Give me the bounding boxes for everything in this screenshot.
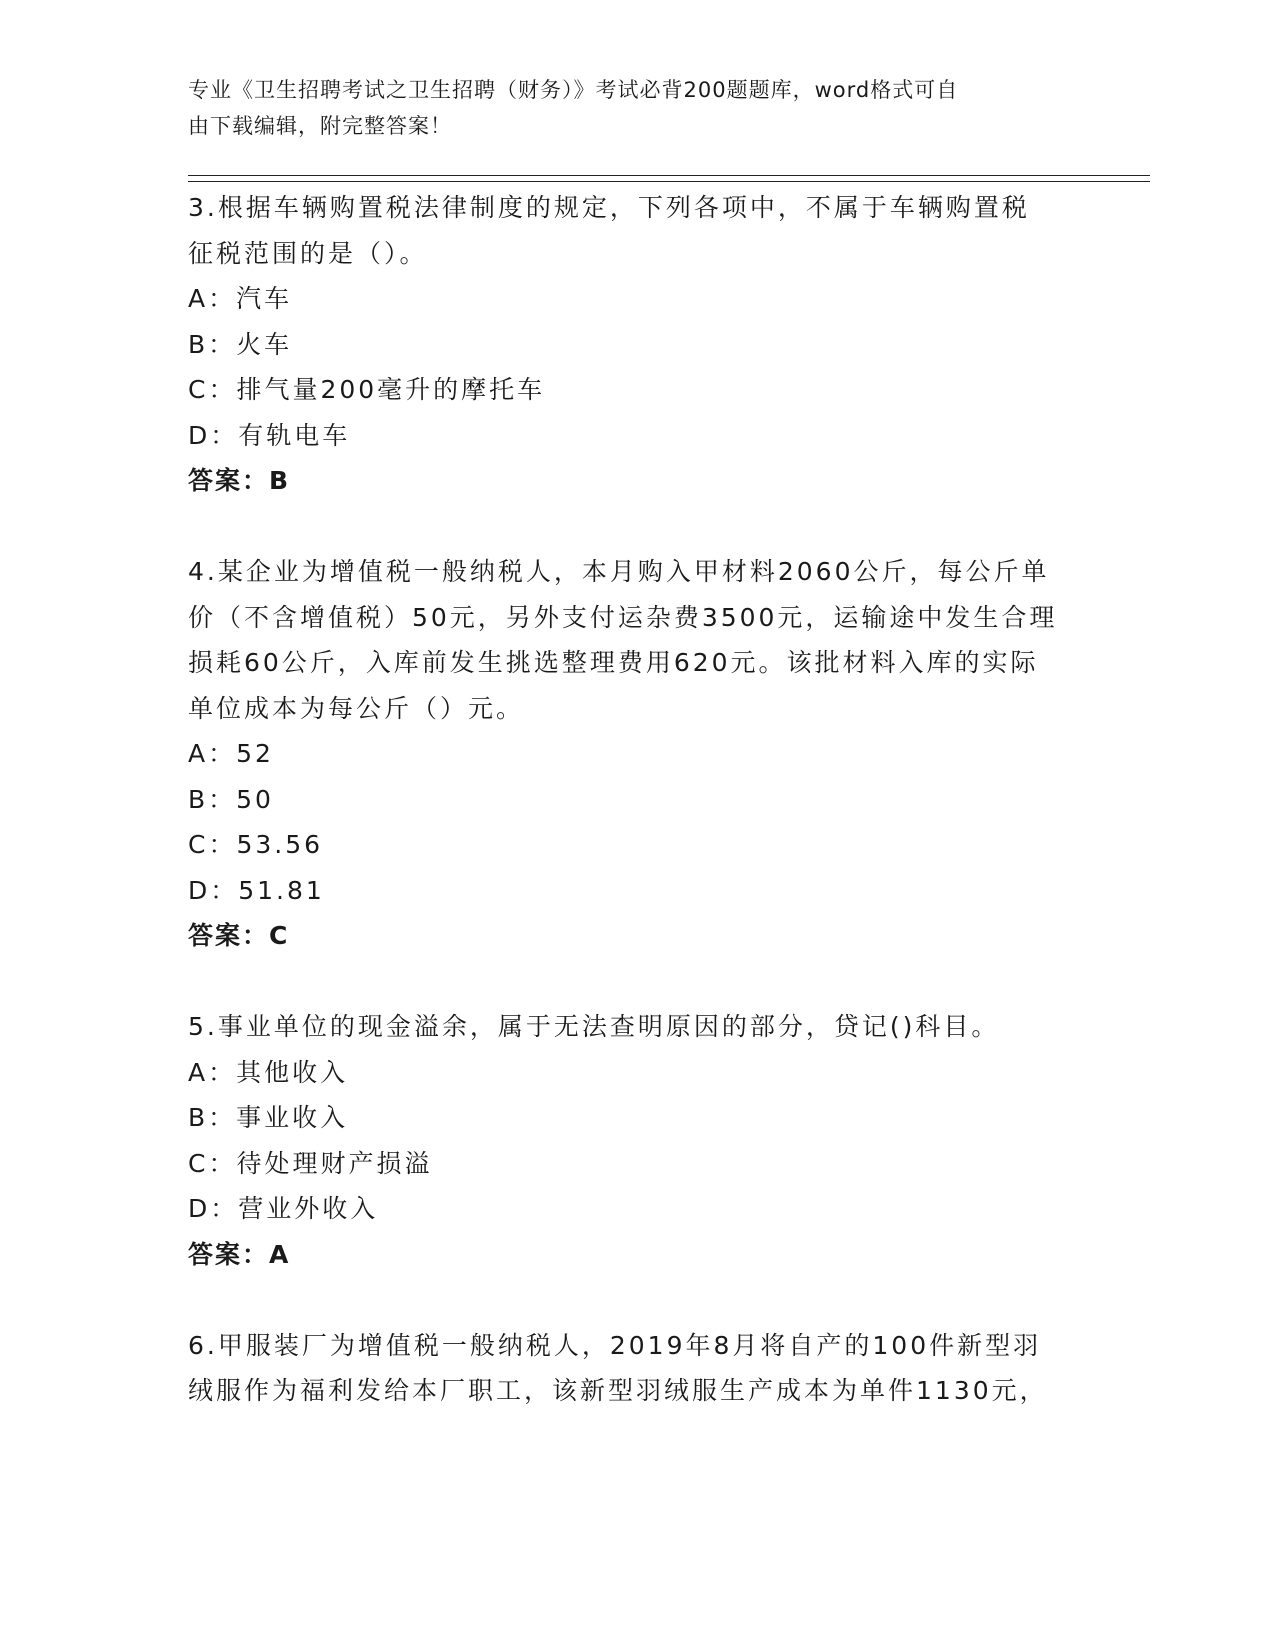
question-stem-line: 绒服作为福利发给本厂职工，该新型羽绒服生产成本为单件1130元， (188, 1376, 1048, 1405)
answer: 答案：B (188, 466, 291, 495)
question-3 (188, 185, 1088, 504)
option-a: A：汽车 (188, 284, 293, 313)
option-c: C：53.56 (188, 830, 324, 859)
question-stem-line: 3.根据车辆购置税法律制度的规定，下列各项中，不属于车辆购置税 (188, 193, 1030, 222)
answer: 答案：A (188, 1239, 291, 1269)
header-line-1: 专业《卫生招聘考试之卫生招聘（财务）》考试必背200题题库，word格式可自 (188, 78, 959, 102)
header-divider-bottom (188, 181, 1150, 182)
option-d: D：51.81 (188, 875, 325, 905)
option-d: D：营业外收入 (188, 1194, 379, 1223)
question-stem-line: 单位成本为每公斤（）元。 (188, 693, 525, 723)
option-a: A：52 (188, 739, 274, 768)
question-stem-line: 征税范围的是（）。 (188, 238, 428, 268)
question-stem-line: 4.某企业为增值税一般纳税人，本月购入甲材料2060公斤，每公斤单 (188, 557, 1050, 586)
question-stem-line: 价（不含增值税）50元，另外支付运杂费3500元，运输途中发生合理 (188, 602, 1058, 632)
header-line-2: 由下载编辑，附完整答案！ (188, 114, 452, 138)
question-4 (188, 549, 1088, 959)
question-stem-line: 损耗60公斤，入库前发生挑选整理费用620元。该批材料入库的实际 (188, 648, 1039, 677)
option-c: C：排气量200毫升的摩托车 (188, 375, 546, 404)
spacer (188, 959, 1088, 1005)
answer: 答案：C (188, 921, 290, 950)
question-stem-line: 6.甲服装厂为增值税一般纳税人，2019年8月将自产的100件新型羽 (188, 1330, 1042, 1360)
option-a: A：其他收入 (188, 1057, 349, 1087)
option-c: C：待处理财产损溢 (188, 1148, 433, 1178)
option-d: D：有轨电车 (188, 420, 351, 450)
question-stem-line: 5.事业单位的现金溢余，属于无法查明原因的部分，贷记()科目。 (188, 1012, 1000, 1041)
document-header (188, 72, 1068, 144)
spacer (188, 1277, 1088, 1323)
question-5 (188, 1004, 1088, 1277)
option-b: B：事业收入 (188, 1103, 349, 1132)
question-6 (188, 1323, 1088, 1414)
option-b: B：火车 (188, 329, 293, 359)
spacer (188, 504, 1088, 550)
question-list (188, 185, 1088, 1414)
option-b: B：50 (188, 784, 274, 814)
header-divider-top (188, 175, 1150, 176)
